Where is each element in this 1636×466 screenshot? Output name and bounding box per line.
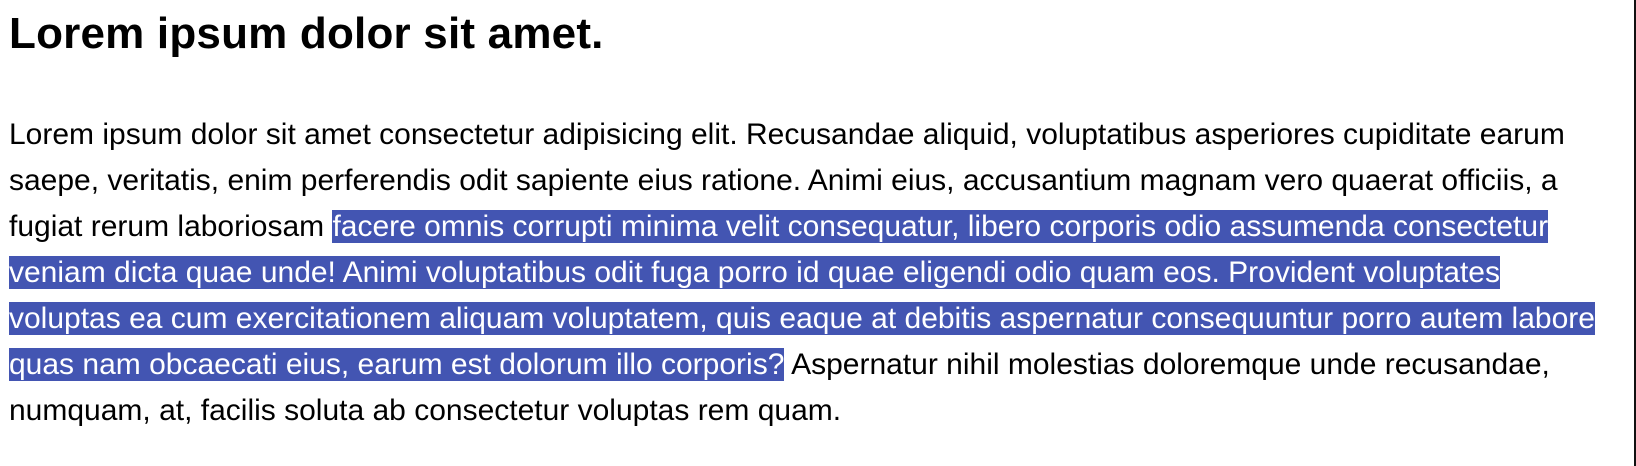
selected-text[interactable]: facere omnis corrupti minima velit consequatur, libero corporis odio assumenda consectetur veniam dicta quae unde! Animi voluptatibus odit fuga porro id quae eligendi odio quam eos. Provident voluptates voluptas ea cum exercitationem aliquam voluptatem, quis eaque at debitis aspernatur consequuntur porro autem labore quas nam obcaecati eius, earum est dolorum illo corporis? (9, 210, 1595, 381)
paragraph-text-before-selection[interactable]: Lorem ipsum dolor sit amet consectetur adipisicing elit. Recusandae aliquid, voluptatibus asperiores cupiditate earum saepe, veritatis, enim perferendis odit sapiente eius ratione. Animi eius, accusantium magnam vero quaerat officiis, a fugiat rerum laboriosam (9, 118, 1565, 243)
paragraph-text-after-selection[interactable]: Aspernatur nihil molestias doloremque unde recusandae, numquam, at, facilis soluta ab consectetur voluptas rem quam. (9, 348, 1550, 427)
page-title: Lorem ipsum dolor sit amet. (9, 9, 604, 58)
article (9, 0, 1619, 434)
body-paragraph[interactable] (9, 112, 1609, 434)
